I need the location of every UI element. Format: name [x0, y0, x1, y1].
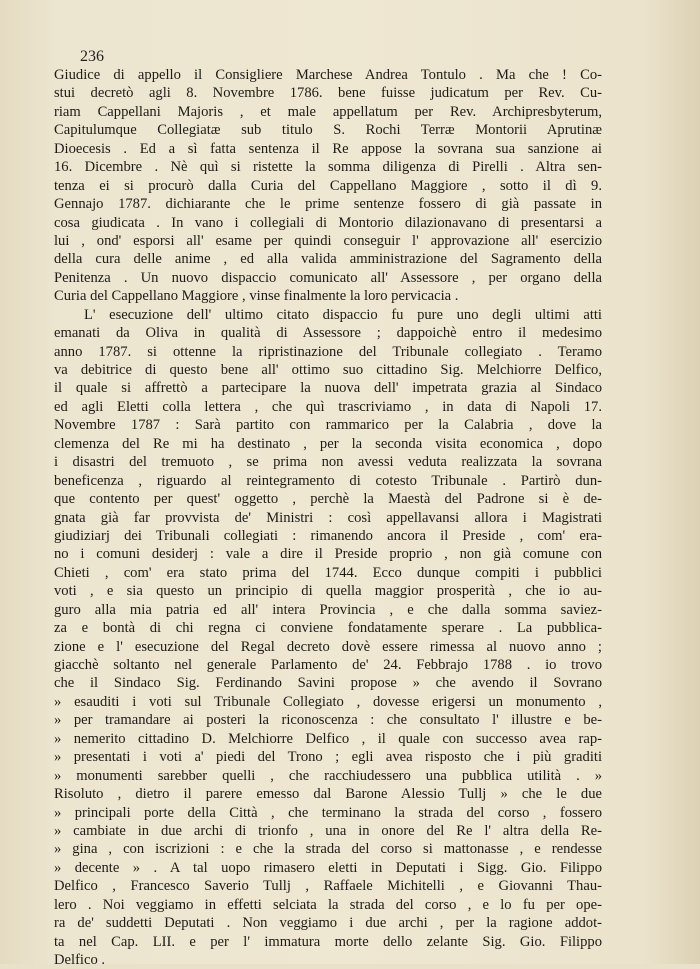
- text-line: giudiziarj dei Tribunali collegiati : rimanendo ancora il Preside , com' era-: [54, 527, 602, 544]
- text-line: giacchè soltanto nel generale Parlamento de' 24. Febbrajo 1788 . io trovo: [54, 657, 602, 673]
- text-line: gnata già far provvista de' Ministri : così appellavansi allora i Magistrati: [54, 509, 602, 526]
- text-line: va debitrice di questo bene all' ottimo suo cittadino Sig. Melchiorre Delfico,: [54, 362, 602, 378]
- text-line: cosa giudicata . In vano i collegiali di Montorio dilazionavano di presentarsi a: [54, 214, 602, 231]
- text-line: che il Sindaco Sig. Ferdinando Savini propose » che avendo il Sovrano: [54, 675, 602, 692]
- text-line: » gina , con iscrizioni : e che la strada del corso si mattonasse , e rendesse: [54, 841, 602, 858]
- text-line: ed agli Eletti colla lettera , che quì trascriviamo , in data di Napoli 17.: [54, 398, 602, 415]
- text-line: Penitenza . Un nuovo dispaccio comunicato all' Assessore , per organo della: [54, 269, 602, 286]
- text-line: lui , ond' esporsi all' esame per quindi conseguir l' approvazione all' esercizio: [54, 232, 602, 249]
- text-line: guro alla mia patria ed all' intera Provincia , e che dalla somma saviez-: [54, 601, 602, 618]
- text-line: » principali porte della Città , che terminano la strada del corso , fossero: [54, 804, 602, 821]
- text-line: emanati da Oliva in qualità di Assessore ; dappoichè entro il medesimo: [54, 325, 602, 342]
- page-number: 236: [80, 48, 104, 65]
- text-line: Dioecesis . Ed a sì fatta sentenza il Re appose la sovrana sua sanzione ai: [54, 140, 602, 157]
- text-line: za e bontà di chi regna ci conviene fondatamente sperare . La pubblica-: [54, 620, 602, 637]
- text-line: stui decretò agli 8. Novembre 1786. bene fuisse judicatum per Rev. Cu-: [54, 85, 602, 102]
- text-line: Risoluto , dietro il parere emesso dal Barone Alessio Tullj » che le due: [54, 786, 602, 803]
- text-line: » cambiate in due archi di trionfo , una in onore del Re l' altra della Re-: [54, 822, 602, 839]
- text-line: anno 1787. si ottenne la ripristinazione del Tribunale collegiato . Teramo: [54, 343, 602, 360]
- text-line: Novembre 1787 : Sarà partito con rammarico per la Calabria , dove la: [54, 417, 602, 434]
- text-line: riam Cappellani Majoris , et male appellatum per Rev. Archipresbyterum,: [54, 103, 602, 120]
- text-line: » decente » . A tal uopo rimasero eletti in Deputati i Sigg. Gio. Filippo: [54, 859, 602, 876]
- text-line: 16. Dicembre . Nè quì si ristette la somma diligenza di Pirelli . Altra sen-: [54, 159, 602, 176]
- text-line: beneficenza , riguardo al reintegramento di cotesto Tribunale . Partirò dun-: [54, 472, 602, 489]
- text-line: Curia del Cappellano Maggiore , vinse finalmente la loro pervicacia .: [54, 288, 459, 305]
- text-line: zione e l' esecuzione del Regal decreto dovè essere rimessa al nuovo anno ;: [54, 638, 602, 655]
- text-line: que contento per quest' oggetto , perchè la Maestà del Padrone si è de-: [54, 491, 602, 508]
- text-line: » monumenti sarebber quelli , che racchiudessero una pubblica utilità . »: [54, 767, 602, 784]
- text-line: tenza ei si procurò dalla Curia del Cappellano Maggiore , sotto il dì 9.: [54, 177, 602, 194]
- text-line: Delfico , Francesco Saverio Tullj , Raffaele Michitelli , e Giovanni Thau-: [54, 878, 602, 895]
- text-line: » nemerito cittadino D. Melchiorre Delfico , il quale con successo avea rap-: [54, 730, 602, 747]
- text-line: L' esecuzione dell' ultimo citato dispaccio fu pure uno degli ultimi atti: [84, 306, 602, 323]
- text-line: Gennajo 1787. dichiarante che le prime sentenze fossero di già passate in: [54, 196, 602, 213]
- text-line: » esauditi i voti sul Tribunale Collegiato , dovesse erigersi un monumento ,: [54, 693, 602, 710]
- text-line: » per tramandare ai posteri la riconoscenza : che consultato l' illustre e be-: [54, 712, 602, 729]
- text-line: voti , e sia questo un principio di quella maggior prosperità , che io au-: [54, 583, 602, 600]
- text-line: il quale si affrettò a partecipare la nuova dell' impetrata grazia al Sindaco: [54, 380, 602, 397]
- text-line: Giudice di appello il Consigliere Marchese Andrea Tontulo . Ma che ! Co-: [54, 67, 602, 83]
- text-line: » presentati i voti a' piedi del Trono ; egli avea risposto che i più graditi: [54, 749, 602, 766]
- text-line: ta nel Cap. LII. e per l' immatura morte dello zelante Sig. Gio. Filippo: [54, 933, 602, 950]
- text-line: ra de' suddetti Deputati . Non veggiamo i due archi , per la ragione addot-: [54, 915, 602, 932]
- text-line: Delfico .: [54, 952, 106, 968]
- text-line: clemenza del Re mi ha destinato , per la seconda visita economica , dopo: [54, 435, 602, 452]
- text-line: Chieti , com' era stato prima del 1744. Ecco dunque compiti i pubblici: [54, 564, 602, 581]
- body-text: [54, 66, 602, 969]
- text-line: lero . Noi veggiamo in effetti selciata la strada del corso , e lo fu per ope-: [54, 896, 602, 913]
- text-line: i disastri del tremuoto , se prima non avessi veduta realizzata la sovrana: [54, 454, 602, 471]
- text-line: della cura delle anime , ed alla valida amministrazione del Sagramento della: [54, 251, 602, 268]
- text-line: no i comuni desiderj : vale a dire il Preside proprio , non già comune con: [54, 546, 602, 563]
- text-line: Capitulumque Collegiatæ sub titulo S. Rochi Terræ Montorii Aprutinæ: [54, 122, 602, 139]
